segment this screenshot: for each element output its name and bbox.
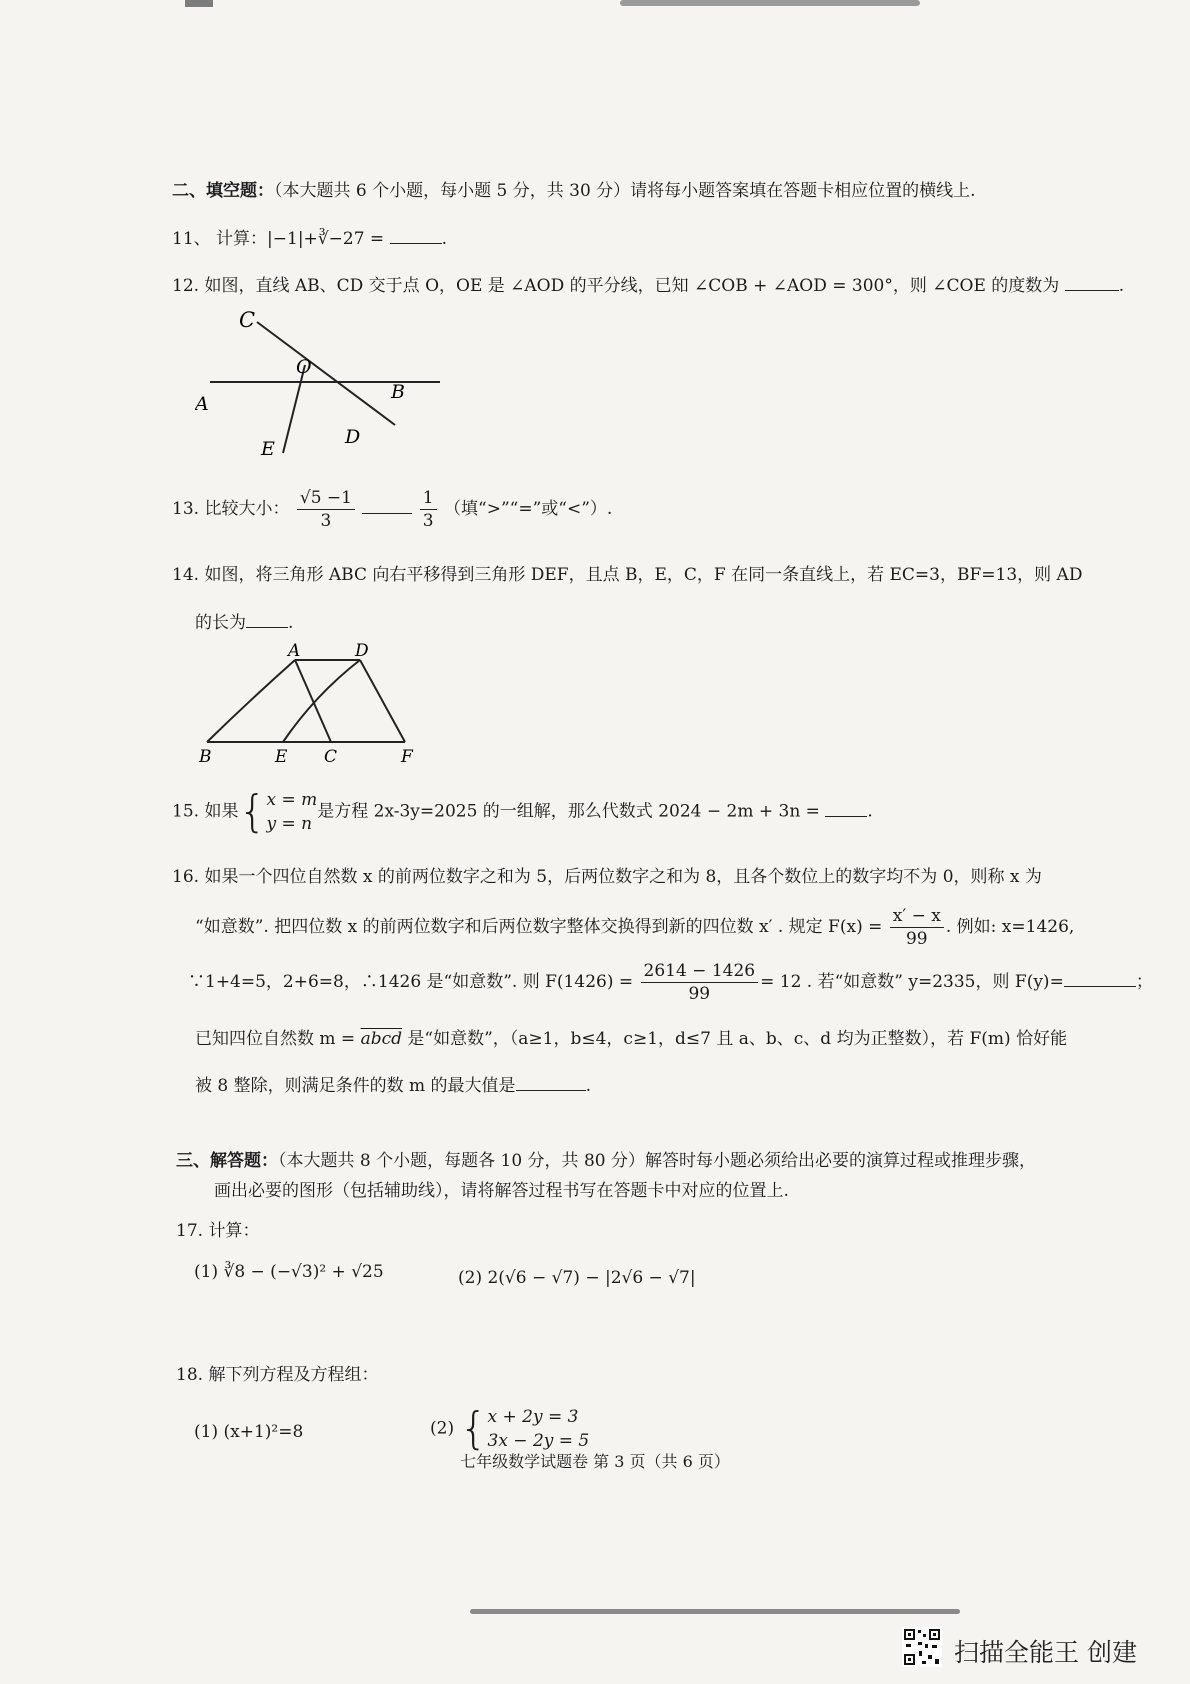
question-text: “如意数”. 把四位数 x 的前两位数字和后两位数字整体交换得到新的四位数 x′ . 规定 F(x) = [195,917,883,937]
answer-blank [516,1076,586,1091]
label-e: E [275,747,288,765]
answer-blank [825,802,867,817]
label-a: A [195,393,209,415]
segment-ab [207,660,295,742]
question-18 [176,1360,378,1385]
denominator: 3 [422,511,434,531]
label-e: E [261,438,275,460]
section2-heading-line [172,176,976,201]
question-number: 15. [172,801,200,822]
fraction [420,487,437,532]
question-14 [172,560,1082,585]
punct: . [288,613,294,633]
page-footer: 七年级数学试题卷 第 3 页（共 6 页） [460,1452,730,1471]
question-13 [172,487,612,532]
q18-part2 [430,1405,589,1453]
equation: y = n [266,814,313,834]
answer-blank [1064,972,1136,987]
segment-ac [295,660,331,742]
watermark-text: 扫描全能王 创建 [954,1638,1137,1667]
denominator: 99 [905,929,928,949]
question-text: 比较大小： [204,499,290,519]
fraction [890,905,944,950]
section3-desc: （本大题共 8 个小题，每题各 10 分，共 80 分）解答时每小题必须给出必要的演算过程或推理步骤， [278,1151,1037,1171]
scan-edge-mark [185,0,213,7]
segment-df [360,660,405,742]
q12-figure [195,305,455,465]
question-number: 14. [172,565,200,585]
fraction [641,960,759,1005]
question-text: （填“>”“=”或“<”）. [444,499,613,519]
brace: { [459,1403,488,1454]
numerator: x′ − x [890,905,944,928]
section2-heading: 二、填空题： [172,181,274,201]
label-c: C [239,308,256,332]
question-number: 18. [176,1365,204,1385]
punct: . [585,1076,591,1096]
line-cd [257,322,395,425]
q18-part1: (1) (x+1)²=8 [194,1422,304,1442]
label-d: D [345,426,361,448]
question-number: 16. [172,867,200,887]
question-12 [172,271,1124,296]
fraction [297,487,355,532]
section3-desc: 画出必要的图形（包括辅助线），请将解答过程书写在答题卡中对应的位置上. [214,1181,789,1201]
scan-edge-mark [470,1609,960,1614]
question-number: 17. [176,1221,204,1241]
question-16-line5 [195,1071,591,1096]
label-d: D [355,641,369,661]
denominator: 99 [688,984,711,1004]
label-b: B [199,747,212,765]
answer-blank [390,229,442,244]
question-text: 计算： [216,229,268,249]
section3-heading-line [176,1146,1036,1171]
label-c: C [324,747,338,765]
question-16-line1 [172,862,1042,887]
numerator: √5 −1 [297,487,355,510]
equation-system [488,1405,590,1453]
scanner-watermark [902,1627,1162,1667]
equation-system [266,788,317,836]
question-number: 13. [172,499,200,519]
question-text: 被 8 整除，则满足条件的数 m 的最大值是 [195,1076,516,1096]
math-expression: |−1|+∛−27 = [267,229,385,249]
punct: . [1118,276,1125,296]
question-15 [172,788,873,836]
ray-oe [283,365,305,453]
question-16-line2 [195,905,1074,950]
equation: x = m [266,790,318,810]
question-number: 11、 [172,229,211,249]
section3-desc-line2 [214,1176,789,1201]
question-text: ∵1+4=5，2+6=8，∴1426 是“如意数”. 则 F(1426) = [188,972,634,992]
punct: ； [1135,972,1153,992]
label-f: F [401,747,413,765]
question-text: 如图，将三角形 ABC 向右平移得到三角形 DEF，且点 B，E，C，F 在同一条直线上，若 EC=3，BF=13，则 AD [204,565,1083,585]
question-text: 是方程 2x-3y=2025 的一组解，那么代数式 2024 − 2m + 3n = [317,801,820,822]
punct: . [441,229,447,249]
question-16-line3 [188,960,1153,1005]
q17-part1: (1) ∛8 − (−√3)² + √25 [194,1262,384,1282]
qr-code-icon [902,1627,942,1667]
answer-blank [246,613,288,628]
punct: . [867,801,873,822]
question-text: 已知四位自然数 m = [195,1029,356,1049]
question-text: 如果一个四位自然数 x 的前两位数字之和为 5，后两位数字之和为 8，且各个数位上的数字均不为 0，则称 x 为 [204,867,1042,887]
question-16-line4 [195,1024,1067,1049]
question-number: 12. [172,276,200,296]
numerator: 1 [420,487,437,510]
question-text: . 例如: x=1426, [945,917,1075,937]
answer-blank [1065,276,1119,291]
question-text: 的长为 [195,613,246,633]
question-text: 是“如意数”，（a≥1，b≤4，c≥1，d≤7 且 a、b、c、d 均为正整数），若 F(m) 恰好能 [407,1029,1068,1049]
question-14-line2 [195,608,293,633]
question-11 [172,224,447,249]
equation: 3x − 2y = 5 [487,1431,590,1451]
question-text: 解下列方程及方程组： [208,1365,379,1385]
q14-figure [195,640,425,765]
numerator: 2614 − 1426 [641,960,759,983]
segment-de [283,660,360,742]
equation: x + 2y = 3 [487,1407,579,1427]
scan-edge-mark [620,0,920,6]
part-label: (2) [430,1418,455,1439]
overlined-number: abcd [360,1029,402,1049]
section3-heading: 三、解答题： [176,1151,278,1171]
label-o: O [296,356,312,378]
question-text: 如果 [204,801,239,822]
question-text: = 12 . 若“如意数” y=2335，则 F(y)= [760,972,1064,992]
label-b: B [391,381,405,403]
label-a: A [288,641,301,661]
section2-desc: （本大题共 6 个小题，每小题 5 分，共 30 分）请将每小题答案填在答题卡相应位置的横线上. [274,181,976,201]
question-17 [176,1216,259,1241]
question-text: 计算： [208,1221,260,1241]
brace: { [238,786,267,837]
denominator: 3 [320,511,332,531]
q17-part2: (2) 2(√6 − √7) − |2√6 − √7| [458,1268,696,1288]
question-text: 如图，直线 AB、CD 交于点 O，OE 是 ∠AOD 的平分线，已知 ∠COB + ∠AOD = 300°，则 ∠COE 的度数为 [204,276,1060,296]
answer-blank [362,499,412,514]
